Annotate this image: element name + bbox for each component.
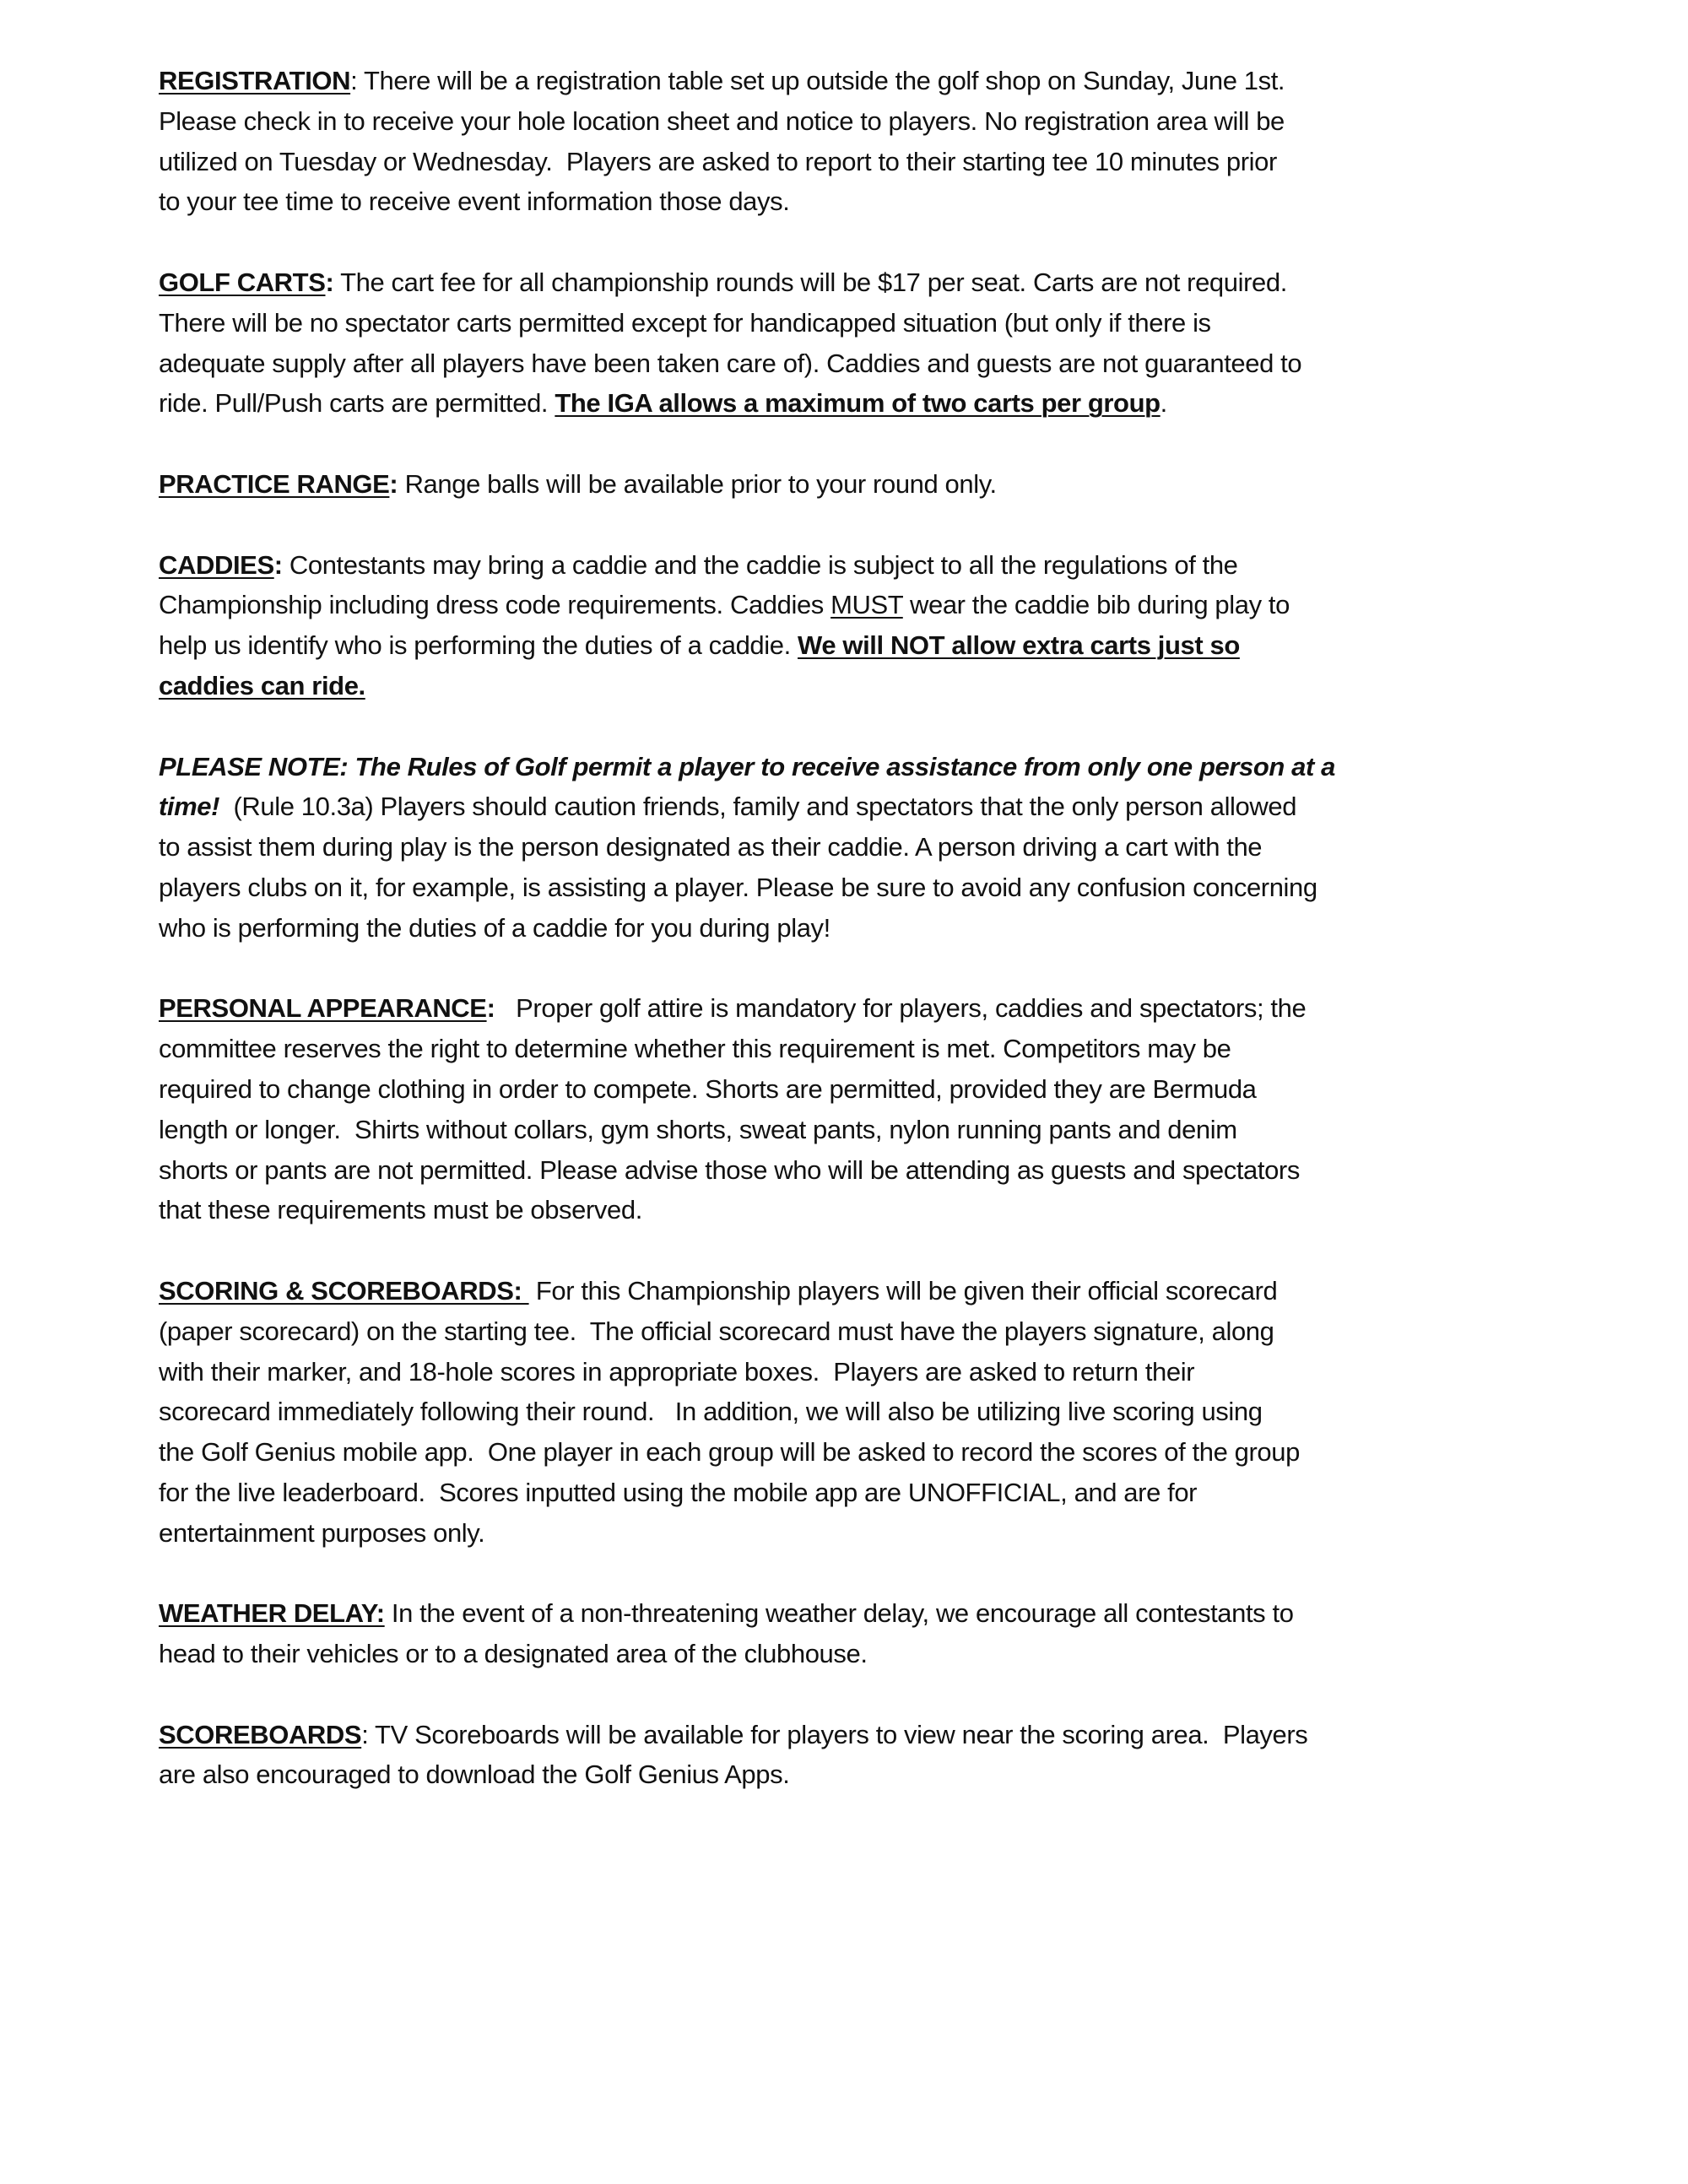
body-text: For this Championship players will be given their official scorecard <box>528 1275 1278 1306</box>
text-line <box>159 142 1543 182</box>
body-text: help us identify who is performing the duties of a caddie. <box>159 630 798 661</box>
body-text: In the event of a non-threatening weather delay, we encourage all contestants to <box>384 1598 1294 1629</box>
body-text: ride. Pull/Push carts are permitted. <box>159 388 555 419</box>
body-text: shorts or pants are not permitted. Please advise those who will be attending as guests and spectators <box>159 1154 1300 1185</box>
text-line <box>159 1352 1543 1392</box>
text-line <box>159 1432 1543 1473</box>
body-text: (Rule 10.3a) Players should caution friends, family and spectators that the only person allowed <box>219 792 1297 822</box>
text-line <box>159 1150 1543 1191</box>
text-line <box>159 1513 1543 1554</box>
section-golf-carts <box>159 262 1543 424</box>
emphasis-text: PLEASE NOTE: The Rules of Golf permit a player to receive assistance from only one person at a <box>159 751 1335 781</box>
emphasis-text: : <box>325 267 334 297</box>
text-line <box>159 1715 1543 1755</box>
body-text: are also encouraged to download the Golf Genius Apps. <box>159 1760 790 1790</box>
body-text: utilized on Tuesday or Wednesday. Players are asked to report to their starting tee 10 minutes prior <box>159 146 1277 176</box>
section-caddies <box>159 545 1543 706</box>
text-line <box>159 988 1543 1029</box>
body-text: the Golf Genius mobile app. One player in each group will be asked to record the scores of the group <box>159 1437 1300 1468</box>
body-text: Contestants may bring a caddie and the caddie is subject to all the regulations of the <box>282 549 1238 580</box>
text-line <box>159 383 1543 424</box>
text-line <box>159 1029 1543 1069</box>
emphasis-text: SCOREBOARDS <box>159 1719 362 1749</box>
body-text: wear the caddie bib during play to <box>902 590 1290 620</box>
emphasis-text: SCORING & SCOREBOARDS: <box>159 1275 529 1306</box>
text-line <box>159 787 1543 827</box>
body-text: committee reserves the right to determine whether this requirement is met. Competitors may be <box>159 1034 1231 1064</box>
body-text: with their marker, and 18-hole scores in appropriate boxes. Players are asked to return their <box>159 1356 1195 1387</box>
text-line <box>159 181 1543 222</box>
body-text: length or longer. Shirts without collars, gym shorts, sweat pants, nylon running pants and denim <box>159 1114 1237 1144</box>
body-text: The cart fee for all championship rounds will be $17 per seat. Carts are not required. <box>333 267 1287 297</box>
text-line <box>159 1634 1543 1674</box>
section-weather-delay <box>159 1593 1543 1674</box>
body-text: scorecard immediately following their round. In addition, we will also be utilizing live scoring using <box>159 1397 1263 1427</box>
text-line <box>159 464 1543 505</box>
body-text: MUST <box>830 590 903 620</box>
text-line <box>159 545 1543 586</box>
body-text: adequate supply after all players have been taken care of). Caddies and guests are not guaranteed to <box>159 348 1302 378</box>
body-text: that these requirements must be observed. <box>159 1195 642 1225</box>
body-text: who is performing the duties of a caddie for you during play! <box>159 912 830 943</box>
body-text: required to change clothing in order to compete. Shorts are permitted, provided they are Bermuda <box>159 1073 1257 1104</box>
section-personal-appearance <box>159 988 1543 1230</box>
section-scoreboards <box>159 1715 1543 1796</box>
text-line <box>159 1190 1543 1230</box>
body-text: Championship including dress code requirements. Caddies <box>159 590 831 620</box>
body-text: (paper scorecard) on the starting tee. The official scorecard must have the players signature, along <box>159 1316 1274 1346</box>
emphasis-text: : <box>486 993 495 1024</box>
document-page <box>159 61 1543 1835</box>
body-text: head to their vehicles or to a designated area of the clubhouse. <box>159 1639 868 1669</box>
emphasis-text: CADDIES <box>159 549 274 580</box>
body-text: There will be no spectator carts permitted except for handicapped situation (but only if there is <box>159 307 1211 338</box>
text-line <box>159 101 1543 142</box>
body-text: to your tee time to receive event information those days. <box>159 187 790 217</box>
emphasis-text: time! <box>159 792 220 822</box>
text-line <box>159 1593 1543 1634</box>
text-line <box>159 868 1543 908</box>
body-text: to assist them during play is the person designated as their caddie. A person driving a cart with the <box>159 832 1263 862</box>
emphasis-text: PERSONAL APPEARANCE <box>159 993 487 1024</box>
body-text: entertainment purposes only. <box>159 1517 485 1548</box>
section-registration <box>159 61 1543 222</box>
text-line <box>159 343 1543 384</box>
text-line <box>159 625 1543 666</box>
emphasis-text: PRACTICE RANGE <box>159 468 390 499</box>
body-text: : TV Scoreboards will be available for players to view near the scoring area. Players <box>361 1719 1308 1749</box>
body-text: Please check in to receive your hole location sheet and notice to players. No registration area will be <box>159 105 1285 136</box>
section-please-note <box>159 747 1543 949</box>
body-text: : There will be a registration table set up outside the golf shop on Sunday, June 1st. <box>350 66 1285 95</box>
text-line <box>159 1110 1543 1150</box>
emphasis-text: : <box>273 549 283 580</box>
text-line <box>159 61 1543 101</box>
text-line <box>159 262 1543 303</box>
emphasis-text: We will NOT allow extra carts just so <box>798 630 1240 661</box>
text-line <box>159 1271 1543 1311</box>
body-text: Range balls will be available prior to your round only. <box>398 468 997 499</box>
body-text: Proper golf attire is mandatory for players, caddies and spectators; the <box>495 993 1307 1024</box>
section-scoring <box>159 1271 1543 1554</box>
text-line <box>159 1754 1543 1795</box>
text-line <box>159 1311 1543 1352</box>
text-line <box>159 908 1543 949</box>
text-line <box>159 747 1543 787</box>
text-line <box>159 303 1543 343</box>
text-line <box>159 827 1543 868</box>
text-line <box>159 585 1543 625</box>
section-practice-range <box>159 464 1543 505</box>
emphasis-text: REGISTRATION <box>159 66 351 95</box>
emphasis-text: caddies can ride. <box>159 670 365 700</box>
emphasis-text: : <box>389 468 398 499</box>
emphasis-text: The IGA allows a maximum of two carts per group <box>555 388 1160 419</box>
text-line <box>159 1392 1543 1432</box>
text-line <box>159 666 1543 706</box>
emphasis-text: GOLF CARTS <box>159 267 326 297</box>
body-text: for the live leaderboard. Scores inputted using the mobile app are UNOFFICIAL, and are for <box>159 1477 1198 1507</box>
emphasis-text: WEATHER DELAY: <box>159 1598 385 1629</box>
body-text: players clubs on it, for example, is assisting a player. Please be sure to avoid any confusion concerning <box>159 872 1317 902</box>
text-line <box>159 1069 1543 1110</box>
text-line <box>159 1473 1543 1513</box>
body-text: . <box>1160 388 1167 419</box>
